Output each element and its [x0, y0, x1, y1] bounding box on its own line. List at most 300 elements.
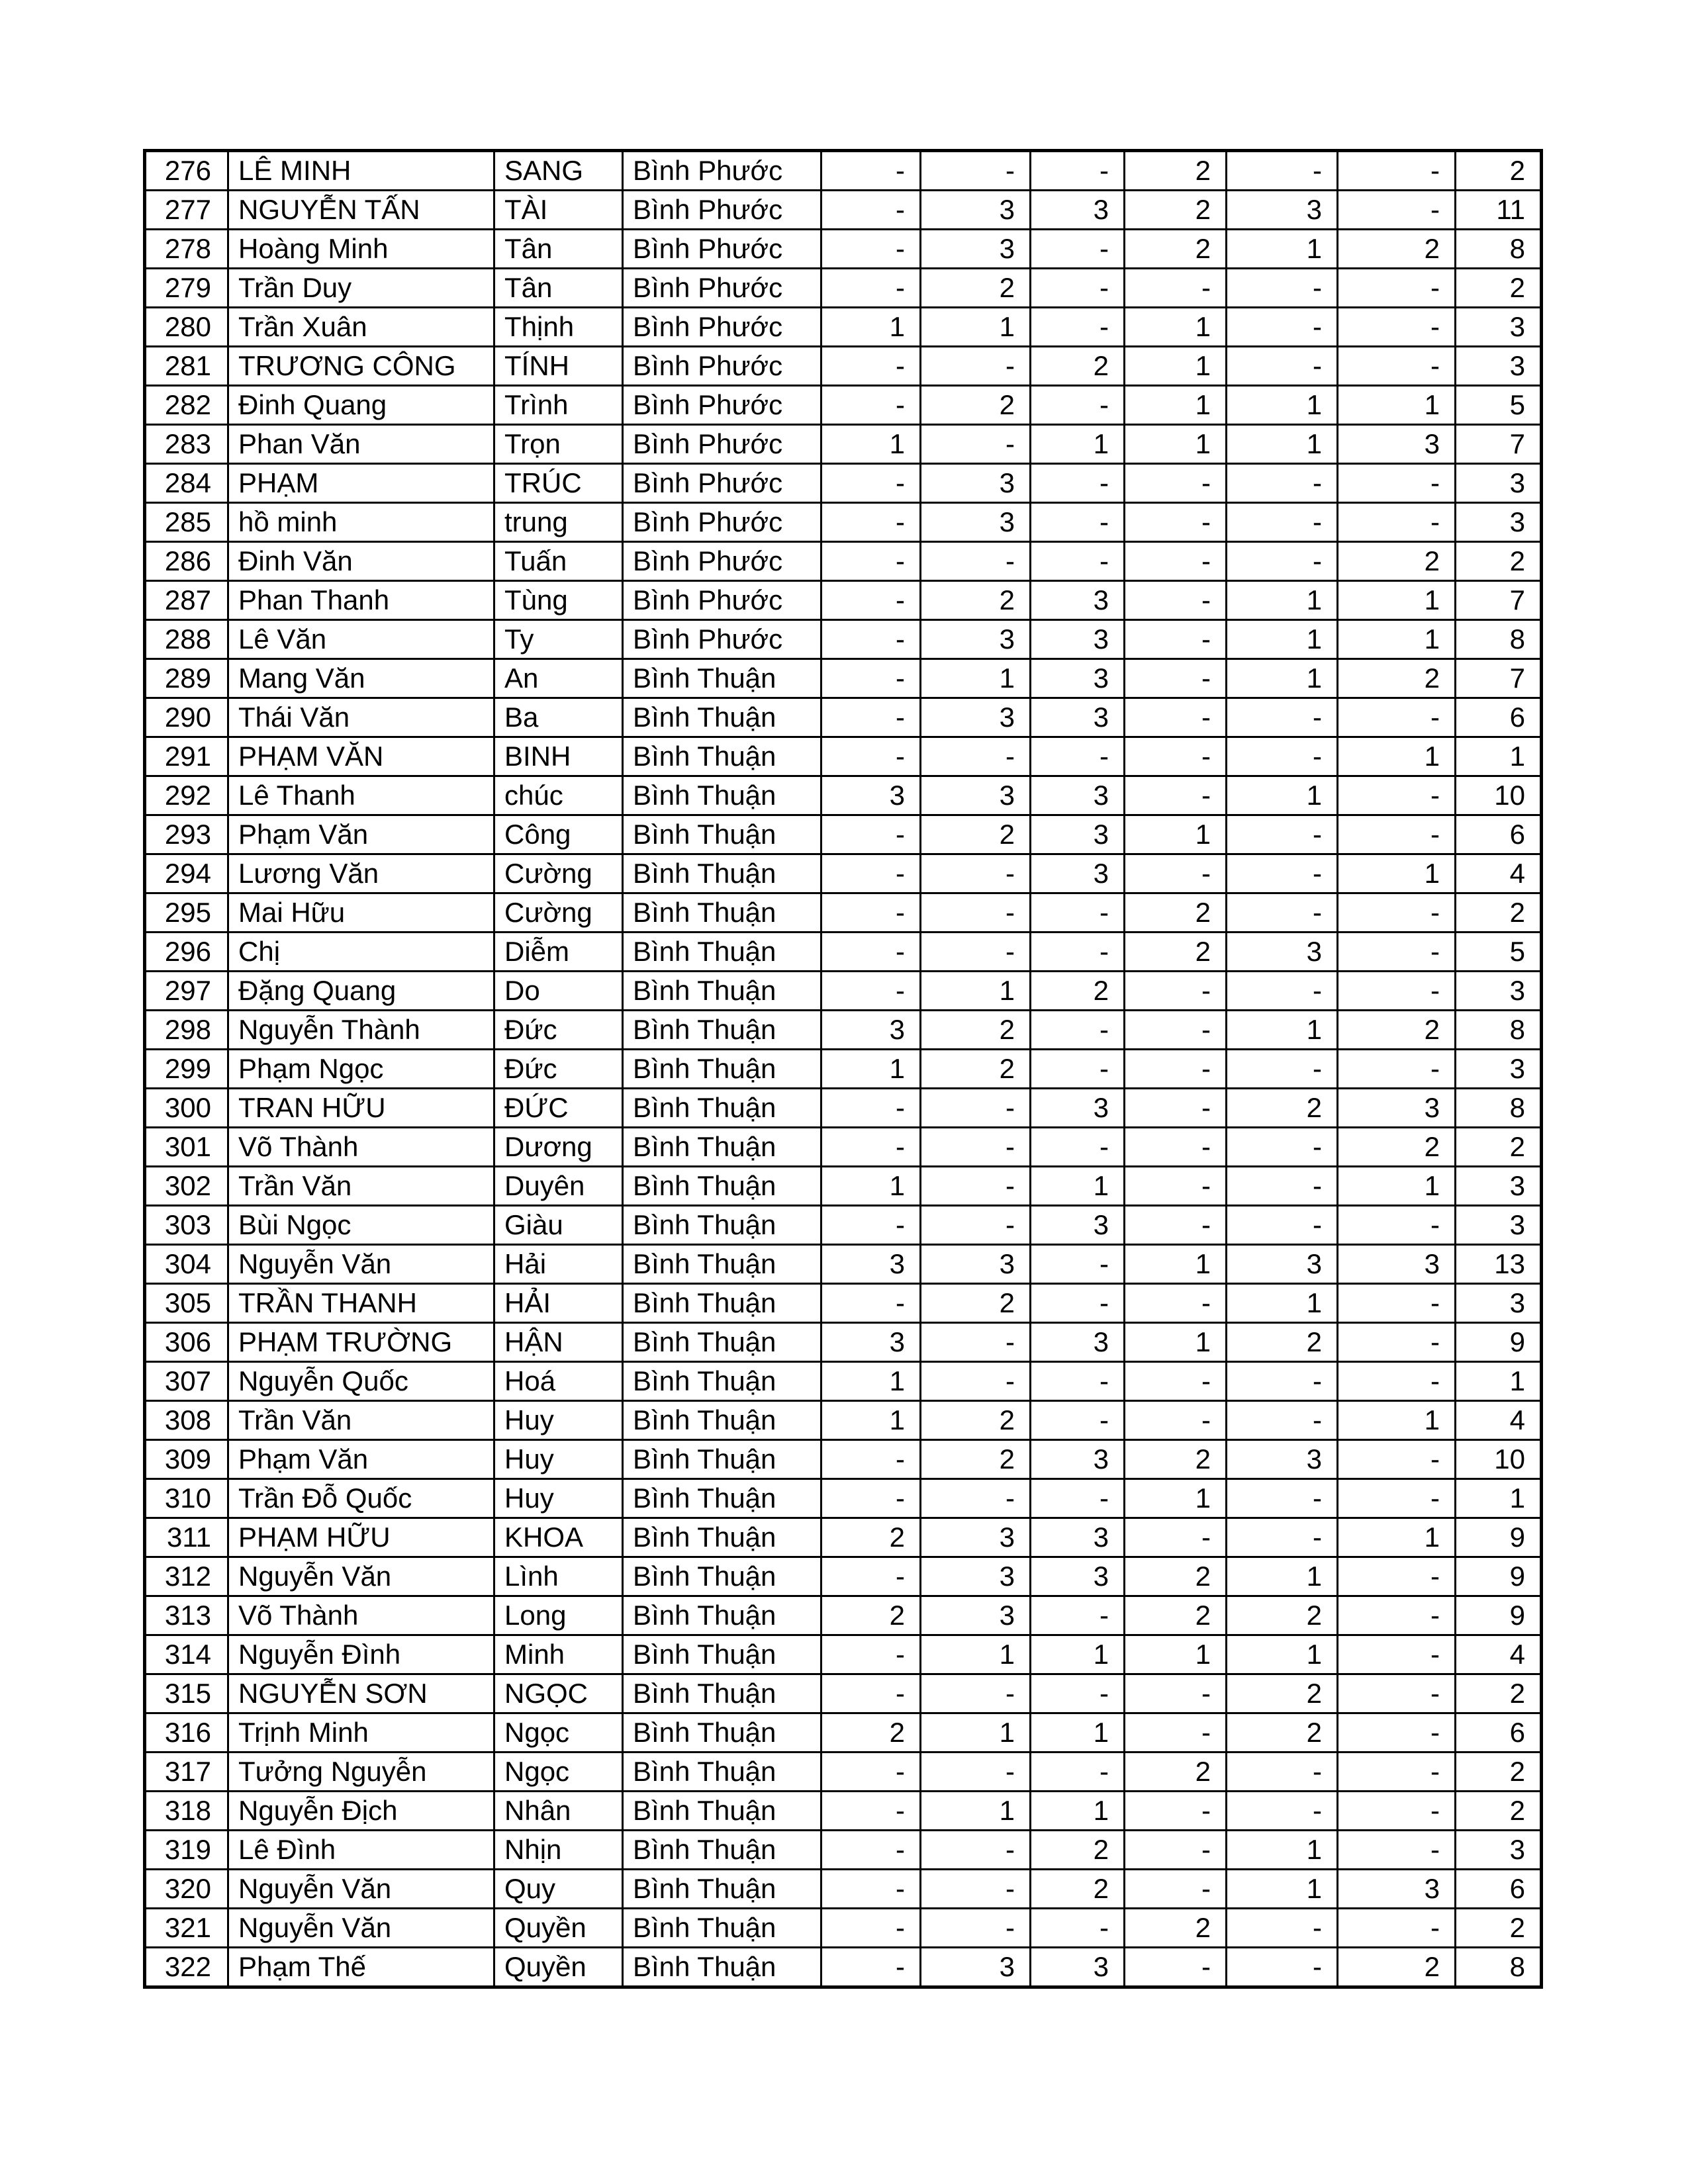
given-name-cell: KHOA [494, 1518, 623, 1557]
family-name-cell: Nguyễn Văn [228, 1909, 494, 1948]
score-cell-6: - [1338, 308, 1456, 347]
score-cell-3: 3 [1031, 659, 1125, 698]
given-name-cell: Tùng [494, 581, 623, 620]
province-cell: Bình Thuận [623, 1362, 821, 1401]
row-number-cell: 307 [145, 1362, 228, 1401]
score-cell-5: - [1227, 464, 1338, 503]
family-name-cell: PHẠM VĂN [228, 737, 494, 776]
family-name-cell: hồ minh [228, 503, 494, 542]
given-name-cell: Tuấn [494, 542, 623, 581]
score-cell-6: - [1338, 191, 1456, 230]
score-cell-1: - [821, 854, 921, 893]
family-name-cell: Trần Văn [228, 1167, 494, 1206]
province-cell: Bình Phước [623, 230, 821, 269]
family-name-cell: Thái Văn [228, 698, 494, 737]
family-name-cell: Bùi Ngọc [228, 1206, 494, 1245]
given-name-cell: Tân [494, 269, 623, 308]
score-cell-3: 3 [1031, 815, 1125, 854]
row-number-cell: 304 [145, 1245, 228, 1284]
score-cell-4: - [1125, 1792, 1227, 1831]
total-cell: 9 [1456, 1557, 1542, 1596]
given-name-cell: Cường [494, 893, 623, 933]
score-cell-4: 1 [1125, 1635, 1227, 1674]
score-cell-3: - [1031, 1362, 1125, 1401]
score-cell-6: - [1338, 1557, 1456, 1596]
total-cell: 6 [1456, 815, 1542, 854]
total-cell: 4 [1456, 854, 1542, 893]
total-cell: 3 [1456, 972, 1542, 1011]
score-cell-3: - [1031, 542, 1125, 581]
table-row [145, 776, 1542, 815]
table-row [145, 1362, 1542, 1401]
family-name-cell: Lương Văn [228, 854, 494, 893]
score-cell-4: - [1125, 1713, 1227, 1752]
family-name-cell: Lê Văn [228, 620, 494, 659]
score-cell-1: - [821, 269, 921, 308]
score-cell-1: - [821, 620, 921, 659]
row-number-cell: 287 [145, 581, 228, 620]
score-cell-2: - [921, 1323, 1031, 1362]
score-cell-4: - [1125, 620, 1227, 659]
row-number-cell: 295 [145, 893, 228, 933]
score-cell-4: - [1125, 1167, 1227, 1206]
given-name-cell: Hải [494, 1245, 623, 1284]
score-cell-1: - [821, 347, 921, 386]
score-cell-1: 1 [821, 425, 921, 464]
score-cell-4: 1 [1125, 386, 1227, 425]
family-name-cell: PHẠM [228, 464, 494, 503]
province-cell: Bình Thuận [623, 1011, 821, 1050]
score-cell-5: - [1227, 893, 1338, 933]
table-row [145, 815, 1542, 854]
score-cell-2: 3 [921, 776, 1031, 815]
given-name-cell: TÀI [494, 191, 623, 230]
score-cell-1: - [821, 1284, 921, 1323]
score-cell-1: 2 [821, 1713, 921, 1752]
table-row [145, 972, 1542, 1011]
score-cell-2: - [921, 1206, 1031, 1245]
table-row [145, 1674, 1542, 1713]
score-cell-2: 2 [921, 1401, 1031, 1440]
score-cell-6: 1 [1338, 737, 1456, 776]
total-cell: 9 [1456, 1323, 1542, 1362]
score-cell-2: 3 [921, 1245, 1031, 1284]
family-name-cell: TRẦN THANH [228, 1284, 494, 1323]
family-name-cell: NGUYỄN TẤN [228, 191, 494, 230]
score-cell-3: - [1031, 1752, 1125, 1792]
table-row [145, 854, 1542, 893]
score-cell-2: 2 [921, 269, 1031, 308]
family-name-cell: TRƯƠNG CÔNG [228, 347, 494, 386]
row-number-cell: 317 [145, 1752, 228, 1792]
score-cell-4: - [1125, 1011, 1227, 1050]
province-cell: Bình Phước [623, 464, 821, 503]
table-row [145, 230, 1542, 269]
given-name-cell: Ba [494, 698, 623, 737]
table-row [145, 1089, 1542, 1128]
score-cell-6: 1 [1338, 620, 1456, 659]
province-cell: Bình Thuận [623, 1909, 821, 1948]
given-name-cell: Trọn [494, 425, 623, 464]
province-cell: Bình Thuận [623, 1752, 821, 1792]
table-row [145, 737, 1542, 776]
score-cell-2: 3 [921, 464, 1031, 503]
score-cell-6: - [1338, 1713, 1456, 1752]
score-cell-4: 2 [1125, 191, 1227, 230]
score-cell-4: 2 [1125, 893, 1227, 933]
total-cell: 1 [1456, 1479, 1542, 1518]
score-cell-1: - [821, 1870, 921, 1909]
score-cell-2: - [921, 893, 1031, 933]
row-number-cell: 298 [145, 1011, 228, 1050]
score-cell-2: 2 [921, 1050, 1031, 1089]
score-cell-5: 2 [1227, 1323, 1338, 1362]
score-cell-5: - [1227, 1167, 1338, 1206]
score-cell-5: - [1227, 1362, 1338, 1401]
score-cell-6: 3 [1338, 1245, 1456, 1284]
score-cell-6: 1 [1338, 1167, 1456, 1206]
province-cell: Bình Phước [623, 269, 821, 308]
score-cell-5: 2 [1227, 1713, 1338, 1752]
total-cell: 1 [1456, 737, 1542, 776]
score-cell-1: - [821, 1089, 921, 1128]
score-cell-1: - [821, 815, 921, 854]
score-cell-3: 3 [1031, 1323, 1125, 1362]
score-cell-6: 2 [1338, 1948, 1456, 1987]
row-number-cell: 300 [145, 1089, 228, 1128]
table-row [145, 503, 1542, 542]
row-number-cell: 286 [145, 542, 228, 581]
score-cell-2: - [921, 1479, 1031, 1518]
total-cell: 2 [1456, 542, 1542, 581]
score-cell-6: - [1338, 972, 1456, 1011]
family-name-cell: Nguyễn Thành [228, 1011, 494, 1050]
score-cell-2: 3 [921, 191, 1031, 230]
score-cell-3: 3 [1031, 1557, 1125, 1596]
total-cell: 5 [1456, 933, 1542, 972]
score-cell-3: - [1031, 1674, 1125, 1713]
score-cell-4: 2 [1125, 1557, 1227, 1596]
score-cell-2: 3 [921, 1557, 1031, 1596]
given-name-cell: Cường [494, 854, 623, 893]
score-cell-6: 1 [1338, 581, 1456, 620]
score-cell-2: 3 [921, 1596, 1031, 1635]
score-cell-2: 3 [921, 230, 1031, 269]
province-cell: Bình Thuận [623, 1245, 821, 1284]
province-cell: Bình Phước [623, 386, 821, 425]
row-number-cell: 315 [145, 1674, 228, 1713]
score-cell-5: - [1227, 308, 1338, 347]
row-number-cell: 277 [145, 191, 228, 230]
score-cell-3: - [1031, 308, 1125, 347]
family-name-cell: Võ Thành [228, 1128, 494, 1167]
table-row [145, 1948, 1542, 1987]
score-cell-3: - [1031, 230, 1125, 269]
score-cell-6: - [1338, 269, 1456, 308]
province-cell: Bình Phước [623, 308, 821, 347]
score-cell-5: 2 [1227, 1089, 1338, 1128]
score-cell-1: - [821, 230, 921, 269]
given-name-cell: Hoá [494, 1362, 623, 1401]
score-cell-5: - [1227, 1206, 1338, 1245]
total-cell: 3 [1456, 1831, 1542, 1870]
given-name-cell: Ngọc [494, 1752, 623, 1792]
score-cell-4: - [1125, 1128, 1227, 1167]
score-cell-5: - [1227, 151, 1338, 191]
score-cell-3: 3 [1031, 1206, 1125, 1245]
score-cell-5: - [1227, 815, 1338, 854]
score-cell-2: 2 [921, 386, 1031, 425]
score-cell-5: - [1227, 1909, 1338, 1948]
score-cell-5: 1 [1227, 1011, 1338, 1050]
score-cell-3: 1 [1031, 425, 1125, 464]
table-row [145, 1401, 1542, 1440]
table-row [145, 1909, 1542, 1948]
table-row [145, 386, 1542, 425]
total-cell: 8 [1456, 1948, 1542, 1987]
score-cell-4: - [1125, 1518, 1227, 1557]
row-number-cell: 310 [145, 1479, 228, 1518]
given-name-cell: Tân [494, 230, 623, 269]
score-cell-3: - [1031, 1401, 1125, 1440]
score-cell-4: - [1125, 972, 1227, 1011]
score-cell-2: 3 [921, 1948, 1031, 1987]
province-cell: Bình Thuận [623, 1440, 821, 1479]
score-cell-4: 2 [1125, 230, 1227, 269]
family-name-cell: Lê Đình [228, 1831, 494, 1870]
score-cell-5: 1 [1227, 230, 1338, 269]
table-row [145, 620, 1542, 659]
score-cell-6: - [1338, 1479, 1456, 1518]
score-cell-1: - [821, 1206, 921, 1245]
score-cell-1: - [821, 1479, 921, 1518]
score-cell-2: - [921, 1831, 1031, 1870]
row-number-cell: 284 [145, 464, 228, 503]
score-cell-5: 1 [1227, 1870, 1338, 1909]
table-row [145, 269, 1542, 308]
province-cell: Bình Thuận [623, 1713, 821, 1752]
score-cell-4: 1 [1125, 425, 1227, 464]
given-name-cell: Quy [494, 1870, 623, 1909]
province-cell: Bình Phước [623, 151, 821, 191]
score-cell-5: 3 [1227, 1245, 1338, 1284]
score-cell-4: - [1125, 854, 1227, 893]
given-name-cell: Diễm [494, 933, 623, 972]
score-cell-4: - [1125, 1401, 1227, 1440]
score-cell-6: - [1338, 893, 1456, 933]
score-cell-5: - [1227, 1401, 1338, 1440]
score-cell-6: 2 [1338, 230, 1456, 269]
score-cell-4: - [1125, 1870, 1227, 1909]
table-row [145, 1596, 1542, 1635]
given-name-cell: HẢI [494, 1284, 623, 1323]
province-cell: Bình Phước [623, 581, 821, 620]
family-name-cell: PHẠM TRƯỜNG [228, 1323, 494, 1362]
score-cell-5: 1 [1227, 1284, 1338, 1323]
province-cell: Bình Thuận [623, 972, 821, 1011]
given-name-cell: An [494, 659, 623, 698]
score-cell-5: - [1227, 503, 1338, 542]
given-name-cell: Huy [494, 1479, 623, 1518]
family-name-cell: Đinh Văn [228, 542, 494, 581]
table-row [145, 1479, 1542, 1518]
row-number-cell: 314 [145, 1635, 228, 1674]
province-cell: Bình Thuận [623, 1167, 821, 1206]
score-cell-4: - [1125, 1674, 1227, 1713]
family-name-cell: PHẠM HỮU [228, 1518, 494, 1557]
table-row [145, 581, 1542, 620]
score-cell-3: - [1031, 1284, 1125, 1323]
score-cell-1: - [821, 1674, 921, 1713]
score-cell-2: 3 [921, 503, 1031, 542]
total-cell: 11 [1456, 191, 1542, 230]
score-cell-5: 3 [1227, 191, 1338, 230]
score-cell-6: 1 [1338, 1401, 1456, 1440]
given-name-cell: BINH [494, 737, 623, 776]
row-number-cell: 311 [145, 1518, 228, 1557]
score-cell-2: - [921, 425, 1031, 464]
family-name-cell: Phạm Văn [228, 1440, 494, 1479]
score-cell-1: 1 [821, 1362, 921, 1401]
score-cell-6: 2 [1338, 659, 1456, 698]
table-row [145, 1206, 1542, 1245]
score-cell-6: 3 [1338, 1870, 1456, 1909]
family-name-cell: LÊ MINH [228, 151, 494, 191]
score-cell-1: 2 [821, 1596, 921, 1635]
score-cell-4: - [1125, 1948, 1227, 1987]
score-cell-1: - [821, 1948, 921, 1987]
score-cell-3: 3 [1031, 1089, 1125, 1128]
given-name-cell: Lình [494, 1557, 623, 1596]
score-cell-1: - [821, 1909, 921, 1948]
row-number-cell: 321 [145, 1909, 228, 1948]
score-cell-1: 3 [821, 1245, 921, 1284]
score-cell-6: 1 [1338, 386, 1456, 425]
score-cell-6: 2 [1338, 1011, 1456, 1050]
table-body [145, 151, 1542, 1987]
score-cell-3: - [1031, 151, 1125, 191]
score-cell-4: - [1125, 581, 1227, 620]
score-cell-1: - [821, 893, 921, 933]
total-cell: 4 [1456, 1401, 1542, 1440]
score-cell-3: - [1031, 386, 1125, 425]
family-name-cell: Phạm Thế [228, 1948, 494, 1987]
score-cell-2: 1 [921, 1635, 1031, 1674]
score-cell-6: - [1338, 1831, 1456, 1870]
score-cell-1: 1 [821, 308, 921, 347]
score-cell-3: 1 [1031, 1792, 1125, 1831]
row-number-cell: 297 [145, 972, 228, 1011]
score-cell-3: - [1031, 1011, 1125, 1050]
row-number-cell: 280 [145, 308, 228, 347]
given-name-cell: Đức [494, 1011, 623, 1050]
score-cell-5: 3 [1227, 1440, 1338, 1479]
score-cell-3: 3 [1031, 1440, 1125, 1479]
province-cell: Bình Thuận [623, 659, 821, 698]
province-cell: Bình Thuận [623, 1518, 821, 1557]
family-name-cell: Nguyễn Văn [228, 1870, 494, 1909]
score-cell-2: - [921, 1752, 1031, 1792]
table-row [145, 1870, 1542, 1909]
given-name-cell: Dương [494, 1128, 623, 1167]
given-name-cell: Thịnh [494, 308, 623, 347]
province-cell: Bình Thuận [623, 1870, 821, 1909]
score-cell-1: 3 [821, 1323, 921, 1362]
score-cell-3: 2 [1031, 972, 1125, 1011]
score-cell-6: - [1338, 464, 1456, 503]
row-number-cell: 291 [145, 737, 228, 776]
given-name-cell: Giàu [494, 1206, 623, 1245]
total-cell: 6 [1456, 698, 1542, 737]
family-name-cell: Mang Văn [228, 659, 494, 698]
row-number-cell: 279 [145, 269, 228, 308]
table-row [145, 1323, 1542, 1362]
score-cell-5: - [1227, 972, 1338, 1011]
score-cell-2: 1 [921, 1792, 1031, 1831]
family-name-cell: Phan Thanh [228, 581, 494, 620]
row-number-cell: 303 [145, 1206, 228, 1245]
score-cell-3: 2 [1031, 347, 1125, 386]
family-name-cell: Phạm Ngọc [228, 1050, 494, 1089]
family-name-cell: Nguyễn Văn [228, 1557, 494, 1596]
score-cell-4: - [1125, 464, 1227, 503]
score-cell-3: 3 [1031, 191, 1125, 230]
score-cell-5: - [1227, 698, 1338, 737]
province-cell: Bình Thuận [623, 1792, 821, 1831]
province-cell: Bình Thuận [623, 1674, 821, 1713]
given-name-cell: NGỌC [494, 1674, 623, 1713]
score-cell-2: - [921, 1362, 1031, 1401]
score-cell-5: 1 [1227, 776, 1338, 815]
total-cell: 3 [1456, 308, 1542, 347]
score-cell-5: - [1227, 1948, 1338, 1987]
total-cell: 3 [1456, 1167, 1542, 1206]
score-cell-6: - [1338, 1284, 1456, 1323]
province-cell: Bình Thuận [623, 1635, 821, 1674]
score-cell-6: 1 [1338, 1518, 1456, 1557]
score-cell-3: 2 [1031, 1831, 1125, 1870]
given-name-cell: ĐỨC [494, 1089, 623, 1128]
family-name-cell: Chị [228, 933, 494, 972]
score-cell-6: - [1338, 1674, 1456, 1713]
score-cell-4: - [1125, 503, 1227, 542]
score-cell-3: - [1031, 1909, 1125, 1948]
family-name-cell: Hoàng Minh [228, 230, 494, 269]
score-cell-3: 3 [1031, 581, 1125, 620]
score-cell-2: - [921, 854, 1031, 893]
score-cell-2: 1 [921, 1713, 1031, 1752]
table-row [145, 464, 1542, 503]
score-cell-4: 2 [1125, 1596, 1227, 1635]
score-cell-5: 2 [1227, 1674, 1338, 1713]
row-number-cell: 276 [145, 151, 228, 191]
score-cell-5: - [1227, 1128, 1338, 1167]
score-cell-4: - [1125, 1284, 1227, 1323]
table-row [145, 659, 1542, 698]
total-cell: 8 [1456, 620, 1542, 659]
total-cell: 8 [1456, 1089, 1542, 1128]
province-cell: Bình Thuận [623, 1596, 821, 1635]
score-cell-4: - [1125, 737, 1227, 776]
score-cell-6: 1 [1338, 854, 1456, 893]
family-name-cell: NGUYỄN SƠN [228, 1674, 494, 1713]
province-cell: Bình Phước [623, 347, 821, 386]
family-name-cell: Trần Xuân [228, 308, 494, 347]
score-cell-6: - [1338, 1792, 1456, 1831]
score-cell-5: 1 [1227, 1831, 1338, 1870]
total-cell: 3 [1456, 347, 1542, 386]
score-cell-4: 2 [1125, 1909, 1227, 1948]
